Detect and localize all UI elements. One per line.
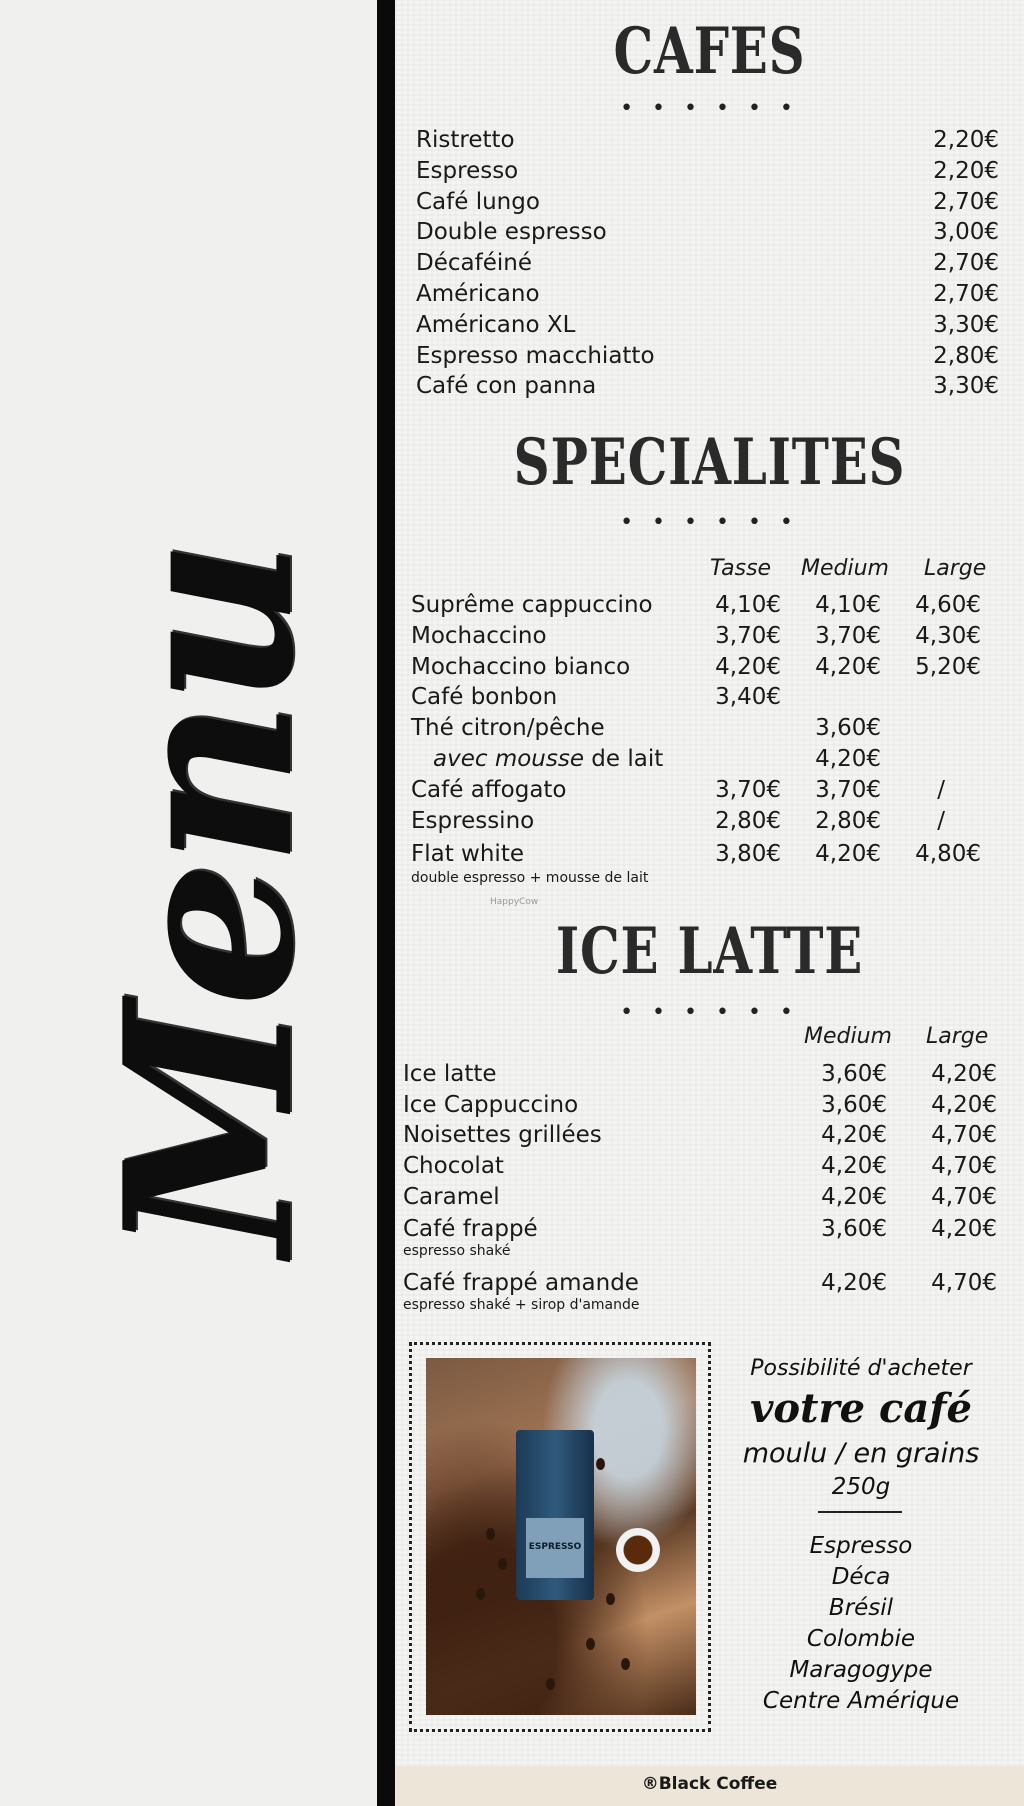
cafe-item-name: Américano — [416, 281, 540, 307]
left-panel — [0, 0, 377, 1806]
specialite-price-tasse: 3,80€ — [715, 841, 781, 868]
cafe-item-name: Américano XL — [416, 311, 576, 338]
ice-header-large: Large — [926, 1024, 989, 1049]
cafes-title: CAFES — [613, 14, 806, 89]
specialite-price-medium: 3,70€ — [815, 622, 881, 649]
ice-item-price-large: 4,70€ — [931, 1270, 997, 1296]
coffee-bean — [606, 1593, 615, 1605]
specialites-title: SPECIALITES — [513, 425, 906, 500]
origin-item: Brésil — [828, 1595, 894, 1621]
specialite-price-tasse: 2,80€ — [715, 807, 781, 834]
specialite-price-large: / — [937, 807, 945, 834]
coffee-bean — [486, 1528, 495, 1540]
buy-line2: votre café — [750, 1385, 972, 1432]
buy-line4: 250g — [831, 1474, 891, 1500]
specialite-name: Flat white — [411, 841, 524, 868]
cafe-item-price: 2,20€ — [933, 157, 999, 184]
origin-item: Déca — [831, 1564, 891, 1590]
coffee-bean — [596, 1458, 605, 1470]
origin-item: Colombie — [806, 1626, 916, 1652]
ice-item-name: Café frappé amande — [403, 1270, 639, 1296]
cafe-item-name: Café con panna — [416, 373, 597, 400]
cafe-item-name: Double espresso — [416, 219, 607, 246]
cafe-item-name: Café lungo — [416, 188, 540, 215]
specialite-price-medium: 4,20€ — [815, 746, 881, 772]
cafe-item-name: Espresso macchiatto — [416, 342, 655, 369]
coffee-bean — [476, 1588, 485, 1600]
specialite-name-rest: de lait — [583, 746, 664, 772]
specialite-price-large: 5,20€ — [915, 653, 981, 680]
bag-label: ESPRESSO — [526, 1518, 584, 1578]
specialite-price-tasse: 3,70€ — [715, 776, 781, 803]
specialite-price-medium: 2,80€ — [815, 807, 881, 834]
cafe-item-price: 2,70€ — [933, 188, 999, 215]
coffee-bean — [586, 1638, 595, 1650]
ice-item-price-large: 4,70€ — [931, 1184, 997, 1210]
ice-item-name: Café frappé — [403, 1216, 538, 1242]
origin-item: Espresso — [809, 1533, 913, 1559]
coffee-bean — [546, 1678, 555, 1690]
specialite-price-medium: 3,70€ — [815, 776, 881, 803]
ice-item-price-medium: 4,20€ — [821, 1153, 887, 1179]
specialite-price-medium: 4,10€ — [815, 592, 881, 618]
specialite-price-large: / — [937, 776, 945, 803]
ice-item-price-large: 4,70€ — [931, 1153, 997, 1179]
coffee-bag-image — [516, 1430, 594, 1600]
ice-item-name: Caramel — [403, 1184, 500, 1210]
buy-line3: moulu / en grains — [742, 1438, 980, 1469]
vertical-divider — [377, 0, 395, 1806]
ice-latte-title: ICE LATTE — [555, 914, 864, 989]
specialite-name: Mochaccino bianco — [411, 653, 631, 680]
cafe-item-name: Espresso — [416, 157, 519, 184]
specialite-price-medium: 4,20€ — [815, 841, 881, 868]
ice-item-note: espresso shaké + sirop d'amande — [403, 1297, 640, 1313]
ice-item-price-medium: 3,60€ — [821, 1061, 887, 1087]
ice-item-price-large: 4,70€ — [931, 1122, 997, 1148]
specialite-name: Mochaccino — [411, 622, 547, 649]
photo-frame — [409, 1342, 711, 1732]
specialite-name: Café affogato — [411, 776, 567, 803]
specialite-price-tasse: 3,40€ — [715, 684, 781, 711]
specialite-price-medium: 3,60€ — [815, 715, 881, 742]
coffee-bean — [621, 1658, 630, 1670]
footer — [395, 1766, 1024, 1806]
ice-item-name: Ice Cappuccino — [403, 1092, 579, 1118]
cafe-item-name: Ristretto — [416, 127, 515, 153]
specialite-note: double espresso + mousse de lait — [411, 870, 649, 887]
ice-item-name: Noisettes grillées — [403, 1122, 602, 1148]
specialite-name: Suprême cappuccino — [411, 592, 653, 618]
ice-item-note: espresso shaké — [403, 1243, 511, 1259]
origin-item: Centre Amérique — [762, 1688, 960, 1714]
ice-item-price-medium: 4,20€ — [821, 1122, 887, 1148]
ice-item-price-medium: 4,20€ — [821, 1270, 887, 1296]
menu-title: Menu — [75, 544, 345, 1256]
coffee-bean — [498, 1558, 507, 1570]
specialite-name-italic: avec mousse — [433, 746, 584, 772]
cafe-item-price: 3,30€ — [933, 373, 999, 400]
origin-item: Maragogype — [789, 1657, 933, 1683]
buy-line1: Possibilité d'acheter — [750, 1356, 972, 1381]
specialite-name: Thé citron/pêche — [411, 715, 605, 742]
cafes-dots: • • • • • • — [620, 96, 799, 121]
specialite-price-medium: 4,20€ — [815, 653, 881, 680]
footer-copyright: ®Black Coffee — [641, 1774, 778, 1794]
watermark: HappyCow — [490, 897, 539, 907]
ice-item-price-medium: 3,60€ — [821, 1092, 887, 1118]
ice-item-price-large: 4,20€ — [931, 1092, 997, 1118]
specialite-name: Espressino — [411, 807, 535, 834]
ice-header-medium: Medium — [804, 1024, 892, 1049]
coffee-photo — [426, 1358, 696, 1715]
espresso-cup-image — [616, 1528, 660, 1572]
header-tasse: Tasse — [710, 556, 772, 581]
cafe-item-price: 2,20€ — [933, 127, 999, 153]
cafe-item-price: 2,80€ — [933, 342, 999, 369]
ice-item-price-large: 4,20€ — [931, 1216, 997, 1242]
specialite-price-large: 4,30€ — [915, 622, 981, 649]
specialite-name — [433, 746, 663, 776]
ice-item-price-large: 4,20€ — [931, 1061, 997, 1087]
specialite-price-large: 4,80€ — [915, 841, 981, 868]
ice-item-name: Ice latte — [403, 1061, 497, 1087]
cafe-item-price: 3,30€ — [933, 311, 999, 338]
ice-item-name: Chocolat — [403, 1153, 504, 1179]
specialite-price-large: 4,60€ — [915, 592, 981, 618]
cafe-item-name: Décaféiné — [416, 250, 532, 277]
specialites-dots: • • • • • • — [620, 510, 799, 535]
specialite-price-tasse: 4,10€ — [715, 592, 781, 618]
ice-item-price-medium: 4,20€ — [821, 1184, 887, 1210]
buy-divider — [818, 1511, 902, 1513]
cafe-item-price: 3,00€ — [933, 219, 999, 246]
specialite-price-tasse: 3,70€ — [715, 622, 781, 649]
cafe-item-price: 2,70€ — [933, 281, 999, 307]
header-large: Large — [924, 556, 987, 581]
specialite-name: Café bonbon — [411, 684, 558, 711]
cafe-item-price: 2,70€ — [933, 250, 999, 277]
header-medium: Medium — [801, 556, 889, 581]
specialite-price-tasse: 4,20€ — [715, 653, 781, 680]
ice-latte-dots: • • • • • • — [620, 1000, 799, 1025]
ice-item-price-medium: 3,60€ — [821, 1216, 887, 1242]
